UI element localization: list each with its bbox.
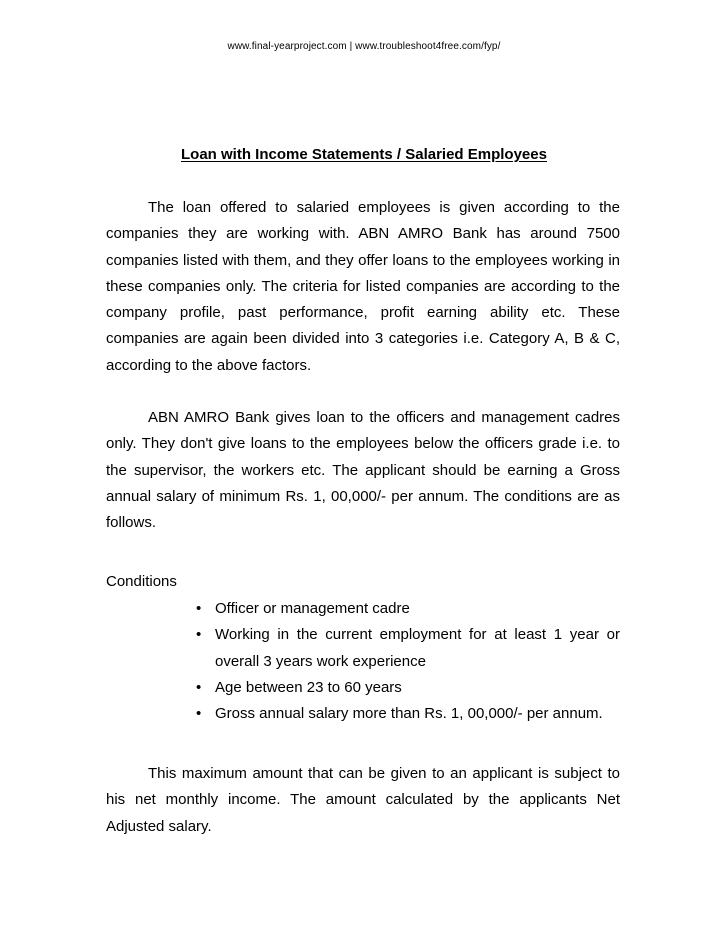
bullet-icon: • — [196, 600, 202, 617]
list-item — [186, 596, 620, 622]
list-item — [186, 675, 620, 701]
document-title: Loan with Income Statements / Salaried Employees — [181, 146, 547, 163]
list-item — [186, 701, 620, 727]
condition-text: Officer or management cadre — [215, 600, 410, 617]
bullet-icon: • — [196, 626, 202, 644]
paragraph-eligibility: ABN AMRO Bank gives loan to the officers and management cadres only. They don't give loans to the employees below the officers grade i.e. to the supervisor, the workers etc. The applicant should be earning a Gross annual salary of minimum Rs. 1, 00,000/- per annum. The conditions are as follows. — [106, 409, 620, 532]
bullet-icon: • — [196, 678, 202, 696]
paragraph-max-amount: This maximum amount that can be given to an applicant is subject to his net monthly income. The amount calculated by the applicants Net Adjusted salary. — [106, 765, 620, 835]
paragraph-loan-offer: The loan offered to salaried employees is given according to the companies they are working with. ABN AMRO Bank has around 7500 companies listed with them, and they offer loans to the employees working in these companies only. The criteria for listed companies are according to the company profile, past performance, profit earning ability etc. These companies are again been divided into 3 categories i.e. Category A, B & C, according to the above factors. — [106, 199, 620, 374]
conditions-list — [186, 596, 620, 727]
conditions-heading: Conditions — [106, 573, 177, 590]
bullet-icon: • — [196, 705, 202, 723]
condition-text: Working in the current employment for at least 1 year or overall 3 years work experience — [215, 626, 620, 670]
condition-text: Gross annual salary more than Rs. 1, 00,000/- per annum. — [215, 705, 603, 723]
list-item — [186, 622, 620, 675]
condition-text: Age between 23 to 60 years — [215, 678, 402, 696]
page-header: www.final-yearproject.com | www.troubleshoot4free.com/fyp/ — [227, 41, 501, 52]
